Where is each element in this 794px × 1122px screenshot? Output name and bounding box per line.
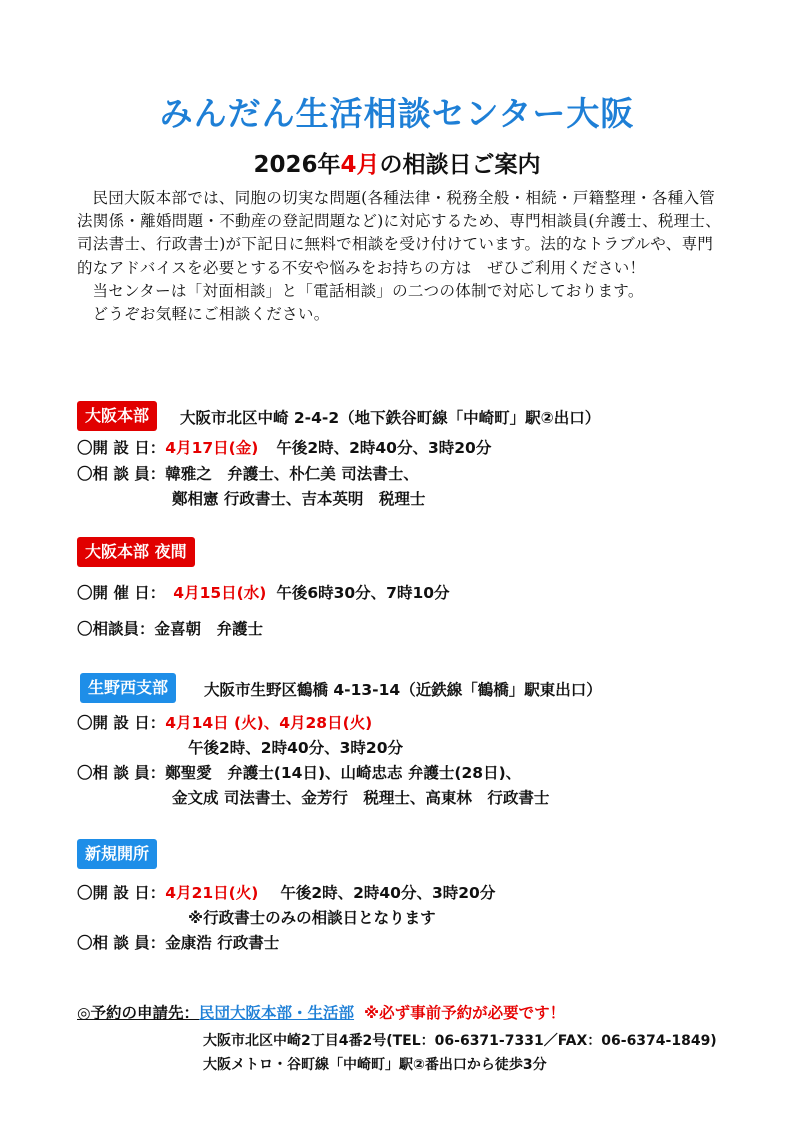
honbu-date: 4月17日(金)	[165, 439, 259, 457]
ikuno-staff-1: 鄭聖愛 弁護士(14日)、山崎忠志 弁護士(28日)、	[165, 764, 522, 782]
staff-label: 〇相 談 員：	[77, 465, 166, 483]
subtitle-year: 2026年	[253, 152, 341, 178]
footer-address: 大阪市北区中崎2丁目4番2号(TEL：06-6371-7331／FAX：06-6374-1849)	[203, 1033, 717, 1049]
reservation-row	[77, 1001, 565, 1023]
night-date-row	[77, 581, 450, 603]
intro-paragraph: 民団大阪本部では、同胞の切実な問題(各種法律・税務全般・相続・戸籍整理・各種入管法関係・離婚問題・不動産の登記問題など)に対応するため、専門相談員(弁護士、税理士、司法書士、行政書士)が下記日に無料で相談を受け付けています。法的なトラブルや、専門的なアドバイスを必要とする不安や悩みをお持ちの方は ぜひご利用ください！	[77, 189, 722, 277]
honbu-staff-row	[77, 462, 419, 484]
reservation-label: ◎予約の申請先：	[77, 1004, 200, 1022]
section-badge-honbu: 大阪本部	[77, 401, 157, 431]
intro-paragraph: 当センターは「対面相談」と「電話相談」の二つの体制で対応しております。	[92, 281, 644, 300]
page-subtitle	[0, 146, 794, 179]
ikuno-staff-2: 金文成 司法書士、金芳行 税理士、高東林 行政書士	[172, 789, 550, 807]
honbu-address: 大阪市北区中崎 2-4-2（地下鉄谷町線「中崎町」駅②出口）	[180, 409, 601, 427]
reservation-warning: ※必ず事前予約が必要です！	[364, 1004, 566, 1022]
night-staff-row	[77, 617, 263, 639]
night-date: 4月15日(水)	[173, 584, 267, 602]
honbu-times: 午後2時、2時40分、3時20分	[276, 439, 492, 457]
footer-access: 大阪メトロ・谷町線「中崎町」駅②番出口から徒歩3分	[203, 1057, 547, 1073]
page-title: みんだん生活相談センター大阪	[159, 94, 635, 133]
ikuno-staff-row	[77, 761, 521, 783]
subtitle-month: 4月	[340, 152, 380, 178]
date-label: 〇開 設 日：	[77, 714, 166, 732]
honbu-date-row	[77, 436, 491, 458]
reservation-org-link[interactable]: 民団大阪本部・生活部	[199, 1004, 355, 1022]
new-staff: 金康浩 行政書士	[165, 934, 280, 952]
new-date-row	[77, 881, 495, 903]
new-note: ※行政書士のみの相談日となります	[188, 909, 436, 927]
new-date: 4月21日(火)	[165, 884, 259, 902]
date-label: 〇開 催 日：	[77, 584, 166, 602]
subtitle-rest: の相談日ご案内	[379, 152, 541, 178]
section-badge-honbu-night: 大阪本部 夜間	[77, 537, 195, 567]
staff-label: 〇相 談 員：	[77, 934, 166, 952]
ikuno-date-row	[77, 711, 372, 733]
ikuno-times: 午後2時、2時40分、3時20分	[188, 739, 403, 757]
new-staff-row	[77, 931, 279, 953]
staff-label: 〇相談員：	[77, 620, 155, 638]
section-badge-new: 新規開所	[77, 839, 157, 869]
intro-paragraph: どうぞお気軽にご相談ください。	[92, 305, 330, 324]
staff-label: 〇相 談 員：	[77, 764, 166, 782]
ikuno-address: 大阪市生野区鶴橋 4-13-14（近鉄線「鶴橋」駅東出口）	[204, 681, 602, 699]
honbu-staff-2: 鄭相憲 行政書士、吉本英明 税理士	[172, 490, 426, 508]
section-badge-ikuno: 生野西支部	[80, 673, 176, 703]
honbu-staff-1: 韓雅之 弁護士、朴仁美 司法書士、	[165, 465, 419, 483]
date-label: 〇開 設 日：	[77, 439, 166, 457]
night-staff: 金喜朝 弁護士	[154, 620, 264, 638]
date-label: 〇開 設 日：	[77, 884, 166, 902]
new-times: 午後2時、2時40分、3時20分	[280, 884, 496, 902]
ikuno-date: 4月14日 (火)、4月28日(火)	[165, 714, 373, 732]
intro-text	[77, 187, 722, 326]
night-times: 午後6時30分、7時10分	[276, 584, 450, 602]
